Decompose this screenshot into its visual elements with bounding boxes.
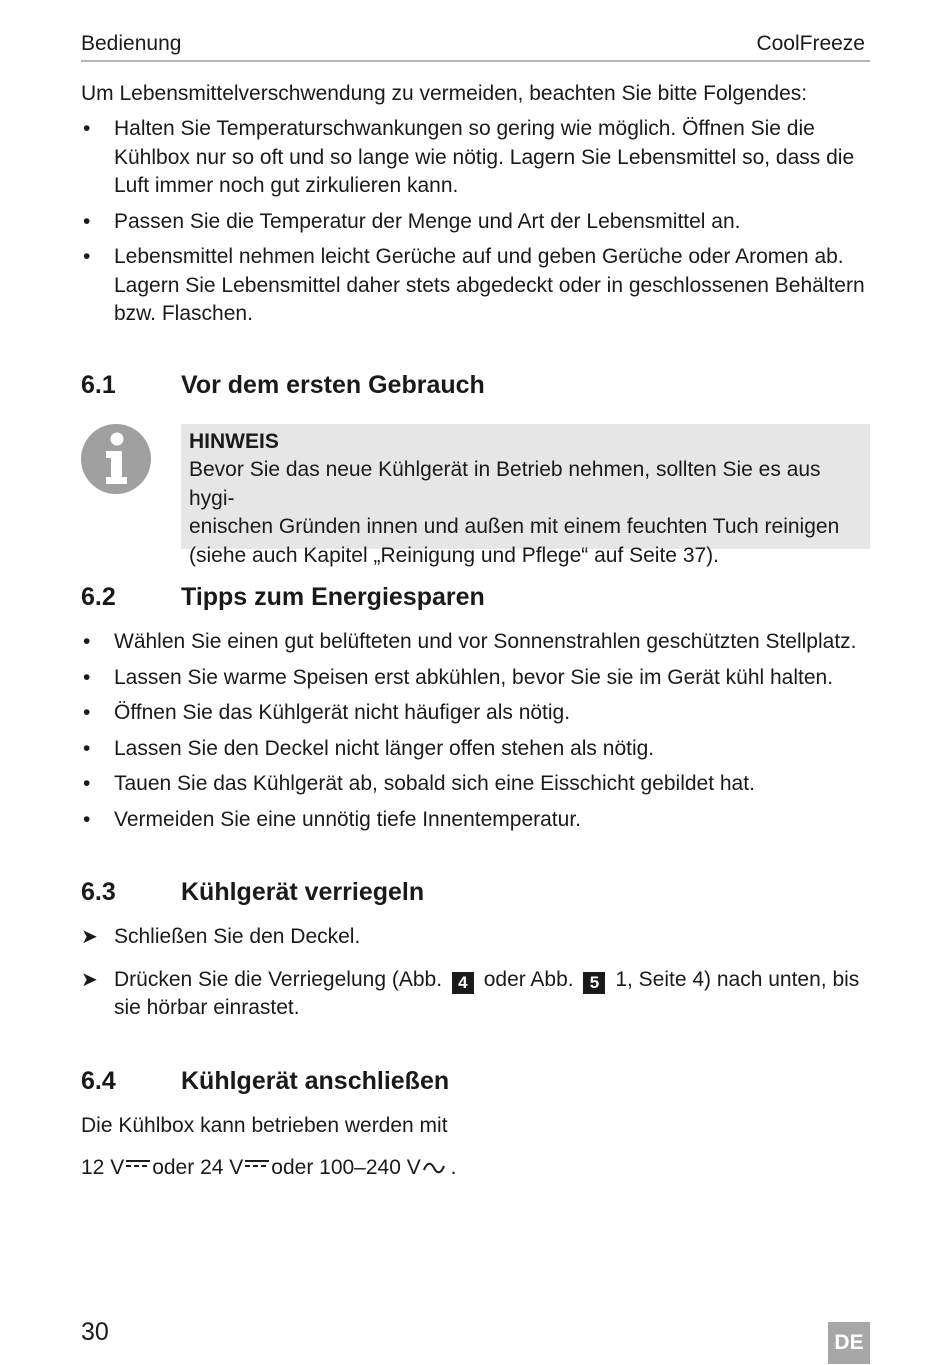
note-line: Bevor Sie das neue Kühlgerät in Betrieb nehmen, sollten Sie es aus hygi- bbox=[189, 458, 821, 510]
list-item-text: Lassen Sie warme Speisen erst abkühlen, bevor Sie sie im Gerät kühl halten. bbox=[114, 665, 834, 689]
list-item-text: Tauen Sie das Kühlgerät ab, sobald sich eine Eisschicht gebildet hat. bbox=[114, 772, 755, 795]
list-item bbox=[81, 770, 876, 799]
list-item-text: Lebensmittel nehmen leicht Gerüche auf und geben Gerüche oder Aromen ab. Lagern Sie Lebensmittel daher stets abgedeckt oder in geschlossenen Behältern bzw. Flaschen. bbox=[114, 245, 865, 325]
list-item bbox=[81, 628, 876, 657]
list-item bbox=[81, 699, 876, 728]
bullet-icon: • bbox=[83, 807, 91, 831]
list-item bbox=[81, 664, 876, 693]
note-title: HINWEIS bbox=[189, 430, 279, 453]
bullet-icon: • bbox=[83, 245, 91, 268]
bullet-icon: • bbox=[83, 209, 91, 233]
bullet-icon: • bbox=[83, 701, 91, 724]
ac-symbol-icon bbox=[423, 1155, 445, 1184]
section-heading-6-4 bbox=[81, 1066, 449, 1096]
section-heading-6-1 bbox=[81, 370, 485, 400]
list-item-text: Lassen Sie den Deckel nicht länger offen stehen als nötig. bbox=[114, 736, 655, 760]
connect-intro: Die Kühlbox kann betrieben werden mit bbox=[81, 1114, 448, 1137]
bullet-icon: • bbox=[83, 117, 91, 140]
arrow-icon: ➤ bbox=[81, 926, 98, 948]
header-section-label: Bedienung bbox=[81, 32, 182, 55]
list-item-text: Vermeiden Sie eine unnötig tiefe Innentemperatur. bbox=[114, 807, 581, 831]
note-body bbox=[189, 456, 862, 570]
section-number: 6.4 bbox=[81, 1067, 116, 1095]
list-item-text: Halten Sie Temperaturschwankungen so gering wie möglich. Öffnen Sie die Kühlbox nur so oft und so lange wie nötig. Lagern Sie Lebensmittel so, dass die Luft immer noch gut zirkulieren kann. bbox=[114, 117, 855, 197]
voltage-line bbox=[81, 1154, 876, 1184]
step-text: 1, Seite 4) nach unten, bis sie hörbar einrastet. bbox=[114, 967, 860, 1019]
bullet-icon: • bbox=[83, 630, 91, 653]
language-badge: DE bbox=[828, 1322, 870, 1364]
bullet-icon: • bbox=[83, 736, 91, 760]
section-title: Vor dem ersten Gebrauch bbox=[181, 371, 485, 399]
voltage-ac-range: oder 100–240 V bbox=[271, 1156, 421, 1179]
section-heading-6-2 bbox=[81, 582, 485, 612]
voltage-line-end: . bbox=[450, 1156, 457, 1179]
list-item-text: Passen Sie die Temperatur der Menge und Art der Lebensmittel an. bbox=[114, 209, 741, 233]
note-box bbox=[181, 424, 870, 567]
list-item-text: Öffnen Sie das Kühlgerät nicht häufiger als nötig. bbox=[114, 701, 571, 724]
info-icon bbox=[81, 424, 151, 494]
arrow-icon: ➤ bbox=[81, 968, 98, 991]
section-number: 6.3 bbox=[81, 878, 116, 906]
dc-symbol-icon bbox=[126, 1158, 150, 1172]
step-item bbox=[81, 966, 876, 1023]
list-item bbox=[81, 735, 876, 764]
section-number: 6.1 bbox=[81, 371, 116, 399]
section-title: Kühlgerät verriegeln bbox=[181, 878, 425, 906]
note-line: enischen Gründen innen und außen mit einem feuchten Tuch reinigen bbox=[189, 515, 840, 538]
section-number: 6.2 bbox=[81, 583, 116, 611]
bullet-icon: • bbox=[83, 665, 91, 689]
list-item-text: Wählen Sie einen gut belüfteten und vor Sonnenstrahlen geschützten Stellplatz. bbox=[114, 630, 857, 653]
section-heading-6-3 bbox=[81, 877, 424, 907]
page-number: 30 bbox=[81, 1318, 109, 1346]
energy-tips-list bbox=[81, 628, 876, 834]
note-line: (siehe auch Kapitel „Reinigung und Pflege“ auf Seite 37). bbox=[189, 543, 720, 567]
section-title: Tipps zum Energiesparen bbox=[181, 583, 485, 611]
list-item bbox=[81, 208, 876, 237]
voltage-24v: oder 24 V bbox=[152, 1156, 244, 1179]
intro-paragraph: Um Lebensmittelverschwendung zu vermeiden, beachten Sie bitte Folgendes: bbox=[81, 82, 808, 105]
voltage-12v: 12 V bbox=[81, 1156, 125, 1179]
intro-bullet-list bbox=[81, 115, 876, 329]
dc-symbol-icon bbox=[245, 1158, 269, 1172]
list-item bbox=[81, 243, 876, 329]
bullet-icon: • bbox=[83, 772, 91, 795]
figure-ref-badge: 5 bbox=[583, 972, 605, 994]
header-divider bbox=[81, 60, 870, 62]
step-text: oder Abb. bbox=[483, 967, 574, 991]
figure-ref-badge: 4 bbox=[452, 972, 474, 994]
step-text: Schließen Sie den Deckel. bbox=[114, 925, 361, 948]
step-text: Drücken Sie die Verriegelung (Abb. bbox=[114, 967, 443, 991]
list-item bbox=[81, 115, 876, 201]
section-title: Kühlgerät anschließen bbox=[181, 1067, 450, 1095]
lock-steps-list bbox=[81, 923, 876, 1023]
list-item bbox=[81, 806, 876, 835]
header-product-label: CoolFreeze bbox=[756, 32, 865, 55]
step-item bbox=[81, 923, 876, 952]
